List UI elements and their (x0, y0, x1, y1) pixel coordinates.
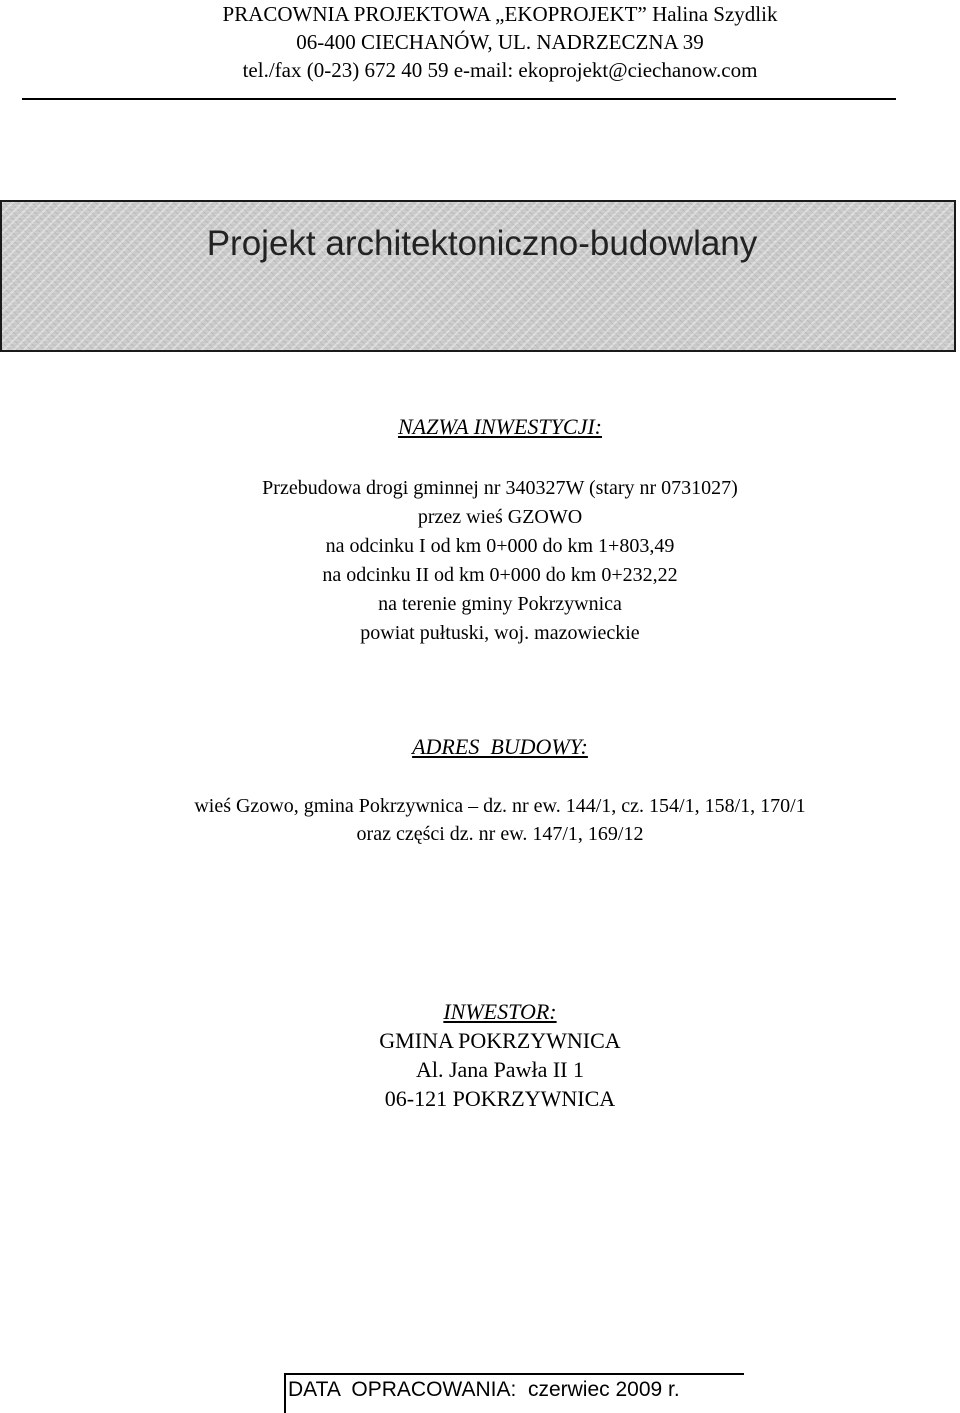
investment-line: powiat pułtuski, woj. mazowieckie (360, 622, 640, 644)
site-address-label: ADRES BUDOWY: (412, 734, 588, 759)
company-contact: tel./fax (0-23) 672 40 59 e-mail: ekoprojekt@ciechanow.com (242, 58, 758, 82)
investment-line: na odcinku I od km 0+000 do km 1+803,49 (325, 535, 675, 557)
investment-line: na odcinku II od km 0+000 do km 0+232,22 (322, 564, 678, 586)
investor-line: 06-121 POKRZYWNICA (384, 1086, 616, 1111)
investor-label: INWESTOR: (443, 999, 557, 1024)
preparation-date-box (284, 1373, 744, 1413)
document-title: Projekt architektoniczno-budowlany (206, 224, 758, 263)
investment-label: NAZWA INWESTYCJI: (397, 414, 602, 439)
investor-line: Al. Jana Pawła II 1 (415, 1057, 584, 1082)
company-header (0, 0, 960, 84)
preparation-date: DATA OPRACOWANIA: czerwiec 2009 r. (288, 1378, 680, 1401)
site-address-line: oraz części dz. nr ew. 147/1, 169/12 (356, 823, 644, 845)
title-banner (0, 200, 956, 352)
investment-description (0, 474, 960, 648)
investment-line: Przebudowa drogi gminnej nr 340327W (stary nr 0731027) (262, 477, 738, 499)
investment-line: przez wieś GZOWO (417, 506, 583, 528)
company-name: PRACOWNIA PROJEKTOWA „EKOPROJEKT” Halina Szydlik (222, 2, 778, 26)
investor-block (0, 997, 960, 1113)
site-address (0, 792, 960, 848)
investor-line: GMINA POKRZYWNICA (379, 1028, 621, 1053)
investment-label-block (0, 414, 960, 440)
site-address-line: wieś Gzowo, gmina Pokrzywnica – dz. nr ew. 144/1, cz. 154/1, 158/1, 170/1 (194, 795, 806, 817)
company-address: 06-400 CIECHANÓW, UL. NADRZECZNA 39 (296, 30, 704, 54)
investment-line: na terenie gminy Pokrzywnica (378, 593, 622, 615)
site-address-label-block (0, 734, 960, 760)
header-divider (22, 98, 896, 100)
